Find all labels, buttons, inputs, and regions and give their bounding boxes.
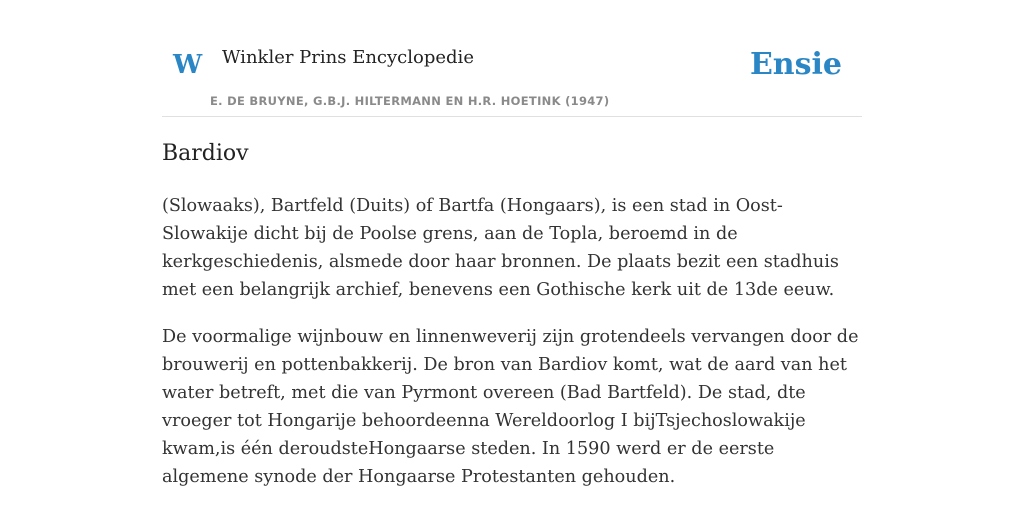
source-title-link[interactable]: Winkler Prins Encyclopedie <box>222 47 474 68</box>
winkler-prins-logo[interactable]: W <box>173 50 203 80</box>
article-page <box>162 0 862 487</box>
entry-paragraph: (Slowaaks), Bartfeld (Duits) of Bartfa (Hongaars), is een stad in Oost-Slowakije dicht bij de Poolse grens, aan de Topla, beroemd in de kerkgeschiedenis, alsmede door haar bronnen. De plaats bezit een stadhuis met een belangrijk archief, benevens een Gothische kerk uit de 13de eeuw. <box>162 196 839 300</box>
entry-paragraph: De voormalige wijnbouw en linnenweverij zijn grotendeels vervangen door de brouwerij en pottenbakkerij. De bron van Bardiov komt, wat de aard van het water betreft, met die van Pyrmont overeen (Bad Bartfeld). De stad, dte vroeger tot Hongarije behoordeenna Wereldoorlog I bijTsjechoslowakije kwam,is één deroudsteHongaarse steden. In 1590 werd er de eerste algemene synode der Hongaarse Protestanten gehouden. <box>162 327 859 487</box>
ensie-brand-logo[interactable]: Ensie <box>749 47 842 82</box>
source-authors: E. DE BRUYNE, G.B.J. HILTERMANN EN H.R. HOETINK (1947) <box>210 94 610 108</box>
entry-body <box>162 192 862 510</box>
entry-title: Bardiov <box>162 141 249 166</box>
source-header <box>162 0 862 117</box>
